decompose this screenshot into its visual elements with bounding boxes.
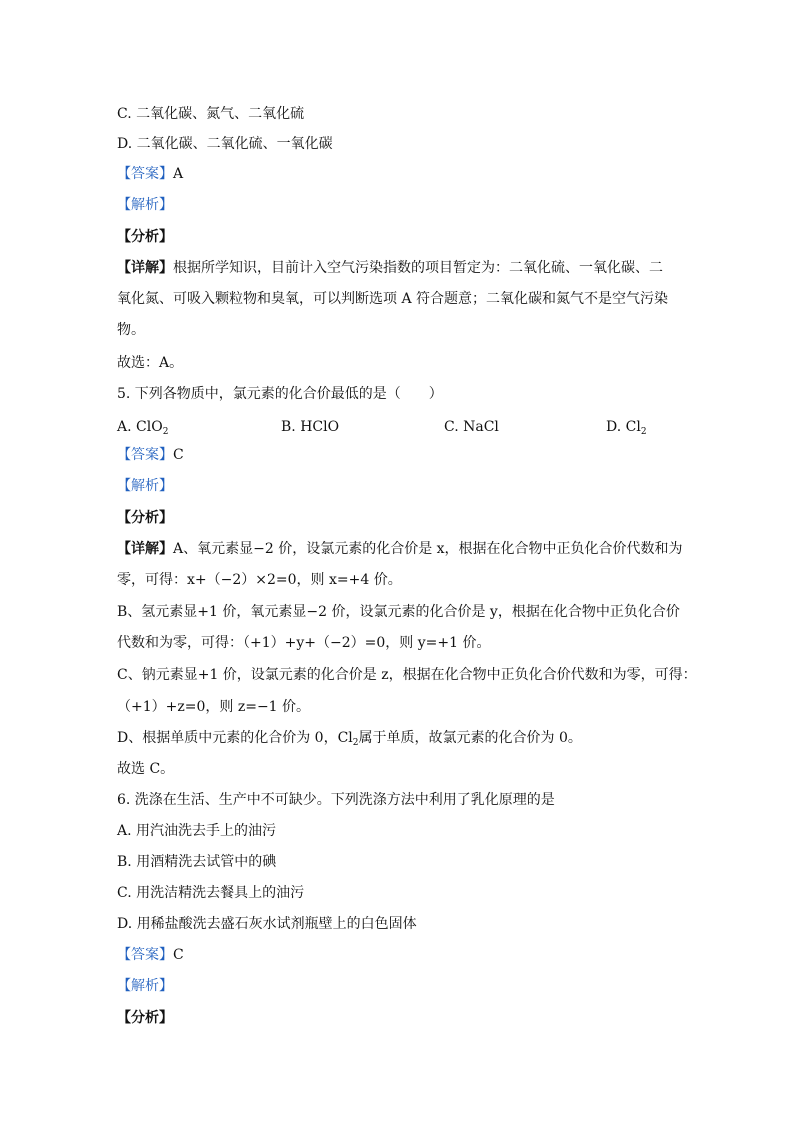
- answer-tag: 【答案】: [117, 447, 173, 463]
- q4-detail-line-2: 氧化氮、可吸入颗粒物和臭氧，可以判断选项 A 符合题意；二氧化碳和氮气不是空气污染: [117, 291, 669, 307]
- q5-b-line-2: 代数和为零，可得：（+1）+y+（−2）=0，则 y=+1 价。: [117, 635, 491, 651]
- q6-question: 6. 洗涤在生活、生产中不可缺少。下列洗涤方法中利用了乳化原理的是: [117, 792, 555, 808]
- q6-option-a: A. 用汽油洗去手上的油污: [117, 823, 277, 839]
- q6-option-b: B. 用酒精洗去试管中的碘: [117, 854, 277, 870]
- q4-option-d: D. 二氧化碳、二氧化硫、一氧化碳: [117, 136, 333, 152]
- q6-analysis-tag: 【解析】: [117, 978, 173, 994]
- detail-tag: 【详解】: [117, 541, 173, 557]
- q4-conclusion: 故选：A。: [117, 355, 184, 371]
- q5-fenxi-tag: 【分析】: [117, 510, 173, 526]
- q4-answer: [117, 164, 183, 184]
- q5-option-a: A. ClO$_2$: [117, 419, 169, 437]
- q5-detail-line-1: 【详解】A、氧元素显−2 价，设氯元素的化合价是 x，根据在化合物中正负化合价代数和为: [117, 541, 683, 557]
- answer-value: C: [173, 947, 184, 963]
- q5-c-line-2: （+1）+z=0，则 z=−1 价。: [117, 699, 311, 715]
- q4-option-c: C. 二氧化碳、氮气、二氧化硫: [117, 106, 305, 122]
- q5-question: 5. 下列各物质中，氯元素的化合价最低的是（ ）: [117, 386, 443, 402]
- q5-conclusion: 故选 C。: [117, 761, 175, 777]
- q5-b-line-1: B、氢元素显+1 价，氧元素显−2 价，设氯元素的化合价是 y，根据在化合物中正负化合价: [117, 604, 680, 620]
- q5-analysis-tag: 【解析】: [117, 478, 173, 494]
- answer-tag: 【答案】: [117, 947, 173, 963]
- q6-fenxi-tag: 【分析】: [117, 1010, 173, 1026]
- q4-fenxi-tag: 【分析】: [117, 229, 173, 245]
- q5-d-line: D、根据单质中元素的化合价为 0，$Cl_2$属于单质，故氯元素的化合价为 0。: [117, 730, 582, 748]
- q4-detail-line-1: 【详解】根据所学知识，目前计入空气污染指数的项目暂定为：二氧化硫、一氧化碳、二: [117, 260, 663, 276]
- detail-tag: 【详解】: [117, 260, 173, 276]
- q5-detail-line-2: 零，可得：x+（−2）×2=0，则 x=+4 价。: [117, 572, 402, 588]
- answer-value: C: [173, 447, 184, 463]
- q6-option-c: C. 用洗洁精洗去餐具上的油污: [117, 885, 305, 901]
- q5-option-d: D. $Cl_2$: [606, 419, 647, 437]
- answer-tag: 【答案】: [117, 166, 173, 182]
- q4-detail-line-3: 物。: [117, 322, 145, 338]
- q6-answer: [117, 945, 184, 965]
- q5-c-line-1: C、钠元素显+1 价，设氯元素的化合价是 z，根据在化合物中正负化合价代数和为零，可得：: [117, 667, 697, 683]
- q5-option-b: B. HClO: [281, 419, 340, 435]
- q5-option-c: C. NaCl: [444, 419, 499, 435]
- q4-analysis-tag: 【解析】: [117, 197, 173, 213]
- q6-option-d: D. 用稀盐酸洗去盛石灰水试剂瓶壁上的白色固体: [117, 916, 417, 932]
- q5-answer: [117, 445, 184, 465]
- answer-value: A: [173, 166, 184, 182]
